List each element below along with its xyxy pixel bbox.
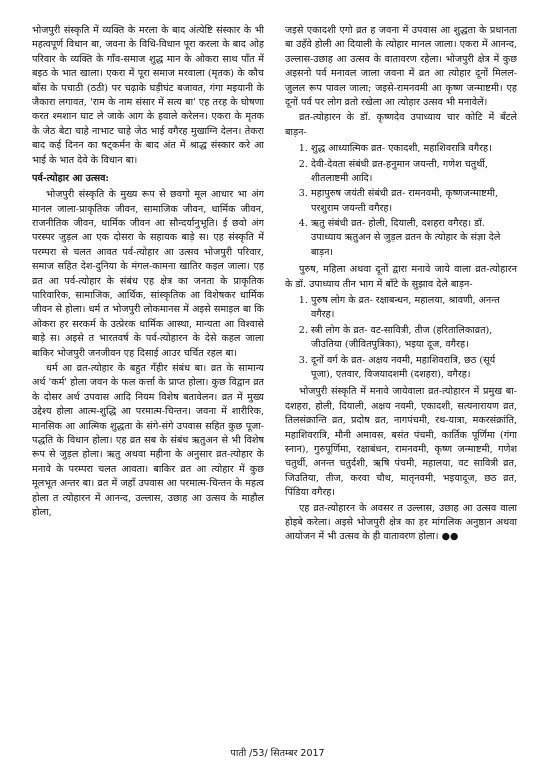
list-item: 2. देवी-देवता संबंधी व्रत-हनुमान जयन्ती, गणेश चतुर्थी, शीतलाष्टमी आदि। — [311, 158, 517, 187]
main-festivals-paragraph: भोजपुरी संस्कृति में मनावे जायेवाला व्रत-त्योहारन में प्रमुख बा- दशहरा, होली, दियाली, अक्षय नवमी, एकादशी, सत्यनारायण व्रत, तिलसंक्रान्ति व्रत, प्रदोष व्रत, नागपंचमी, रथ-यात्रा, मकरसंक्रांति, महाशिवरात्रि, मौनी अमावस, बसंत पंचमी, कार्तिक पूर्णिमा (गंगा स्नान), गुरुपूर्णिमा, रक्षाबंधन, रामनवमी, कृष्ण जन्माष्टमी, गणेश चतुर्थी, अनन्त चतुर्दशी, ऋषि पंचमी, महालया, वट सावित्री व्रत, जिउतिया, तीज, करवा चौथ, मातृनवमी, भइयादूज, छठ व्रत, पिंडिया वगैरह। — [285, 386, 517, 499]
closing-paragraph: एह व्रत-त्योहारन के अवसर त उल्लास, उछाह आ उत्सव वाला होइबे करेला। अइसे भोजपुरी क्षेत्र का हर मांगलिक अनुष्ठान अथवा आयोजन में भी उत्सव के ही वातावरण होला। ●● — [285, 502, 517, 543]
list-item: 1. शुद्ध आध्यात्मिक व्रत- एकादशी, महाशिवरात्रि वगैरह। — [311, 142, 517, 156]
page-footer: पाती /53/ सितम्बर 2017 — [230, 748, 325, 759]
left-column — [32, 24, 264, 744]
right-column — [285, 24, 517, 744]
three-groups-list — [285, 294, 517, 382]
list-item: 1. पुरुष लोग के व्रत- रक्षाबन्धन, महालया, श्रावणी, अनन्त वगैरह। — [311, 294, 517, 323]
vrat-definition-paragraph: धर्म आ व्रत-त्योहार के बहुत गँहीर संबंध बा। व्रत के सामान्य अर्थ 'कर्म' होला जवन के फल कर्त्ता के प्राप्त होला। कुछ विद्वान व्रत के दोसर अर्थ उपवास आदि नियम विशेष बतावेलन। व्रत में मुख्य उद्देश्य होला आत्म-शुद्धि आ परमात्म-चिन्तन। जवना में शारीरिक, मानसिक आ आत्मिक शुद्धता के संगे-संगे उपवास सहित कुछ पूजा-पद्धति के विधान होला। एह व्रत सब के संबंध ऋतुअन से भी विशेष रूप से जुड़ल होला। ऋतु अथवा महीना के अनुसार व्रत-त्योहार के मनावे के परम्परा चलत आवता। बाकिर व्रत आ त्योहार में कुछ मूलभूत अन्तर बा। व्रत में जहाँ उपवास आ परमात्म-चिन्तन के महत्व होला त त्योहारन में आनन्द, उल्लास, उछाह आ उत्सव के माहौल होला, — [32, 362, 264, 518]
vrat-tyohar-difference-paragraph: जइसे एकादशी एगो व्रत ह जवना में उपवास आ शुद्धता के प्रधानता बा उहँवे होली आ दियाली के त्योहार मानल जाला। एकरा में आनन्द, उल्लास-उछाह आ उत्सव के वातावरण रहेला। भोजपुरी क्षेत्र में कुछ अइसनो पर्व मनावल जाला जवना में व्रत आ त्योहार दूनों मिलल-जुलल रूप पावल जाला; जइसे-रामनवमी आ कृष्ण जन्माष्टमी। एह दूनों पर्व पर लोग व्रतो रखेला आ त्योहार उत्सव भी मनावेलें। — [285, 25, 517, 108]
four-categories-intro: व्रत-त्योहारन के डॉ. कृष्णदेव उपाध्याय चार कोटि में बँटले बाड़न- — [285, 112, 517, 138]
funeral-rites-paragraph: भोजपुरी संस्कृति में व्यक्ति के मरला के बाद अंत्येष्टि संस्कार के भी महत्वपूर्ण विधान बा, जवना के विधि-विधान पूरा करला के बाद ओह परिवार के व्यक्ति के गाँव-समाज शुद्ध मान के ओकरा साथ पाँत में बइठ के भात खाला। एकरा में पूरा समाज मरवाला (मृतक) के कौच बाँस के पचाठी (ठठी) पर चढ़ाके घड़ीघंट बजावत, गंगा मइयानी के जैकारा लगावत, 'राम के नाम संसार में सत्य बा' एह तरह के घोषणा करत श्मशान घाट ले जाके आग के हवाले करेलन। एकरा के मृतक के जेठ बेटा चाहे नाभाट चाहे जेठ भाई वगैरह मुखाग्नि देलन। तेकरा बाद कई दिनन का षट्कर्मन के बाद अंत में श्राद्ध संस्कार करे आ भाई के भात देवे के विधान बा। — [32, 25, 264, 166]
list-item: 2. स्त्री लोग के व्रत- वट-सावित्री, तीज (हरितालिकाव्रत), जीउतिया (जीवितपुत्रिका), भइया दूज, वगैरह। — [311, 324, 517, 353]
list-item: 3. दूनों वर्ग के व्रत- अक्षय नवमी, महाशिवरात्रि, छठ (सूर्य पूजा), एतवार, विजयादशमी (दशहरा), वगैरह। — [311, 354, 517, 383]
list-item: 4. ऋतु संबंधी व्रत- होली, दियाली, दशहरा वगैरह। डॉ. उपाध्याय ऋतुअन से जुड़ल व्रतन के त्योहार के संज्ञा देले बाड़न। — [311, 217, 517, 260]
four-categories-list — [285, 142, 517, 260]
three-groups-intro: पुरुष, महिला अथवा दूनों द्वारा मनावे जाये वाला व्रत-त्योहारन के डॉ. उपाध्याय तीन भाग में बाँटे के सुझाव देले बाड़न- — [285, 264, 517, 290]
list-item: 3. महापुरुष जयंती संबंधी व्रत- रामनवमी, कृष्णजन्माष्टमी, परशुराम जयन्ती वगैरह। — [311, 187, 517, 216]
festivals-intro-paragraph: भोजपुरी संस्कृति के मुख्य रूप से छवगो मूल आधार भा अंग मानल जाला-प्राकृतिक जीवन, सामाजिक जीवन, धार्मिक जीवन, राजनीतिक जीवन, धार्मिक जीवन आ सौन्दर्यानुभूति। ई छवो अंग परस्पर जुड़ल आ एक दोसरा के सहायक बाड़े स। एह संस्कृति में परम्परा से चलत आवत पर्व-त्योहार आ उत्सव भोजपुरी परिवार, समाज सहित देश-दुनिया के मंगल-कामना खातिर कइल जाला। एह व्रत आ पर्व-त्योहार के संबंध एह क्षेत्र का जनता के प्राकृतिक पारिवारिक, सामाजिक, आर्थिक, सांस्कृतिक आ विशेषकर धार्मिक जीवन से होला। धर्म त भोजपुरी लोकमानस में अइसे समाइल बा कि ओकरा हर सरकर्म के उत्प्रेरक धार्मिक आस्था, मान्यता आ विश्वासे बाड़े स। अइसे त भारतवर्ष के पर्व-त्योहारन के देसे कहल जाला बाकिर भोजपुरी जनजीवन एह दिसाई आउर चर्चित रहल बा। — [32, 189, 264, 359]
section-heading: पर्व-त्योहार आ उत्सव: — [32, 172, 109, 184]
